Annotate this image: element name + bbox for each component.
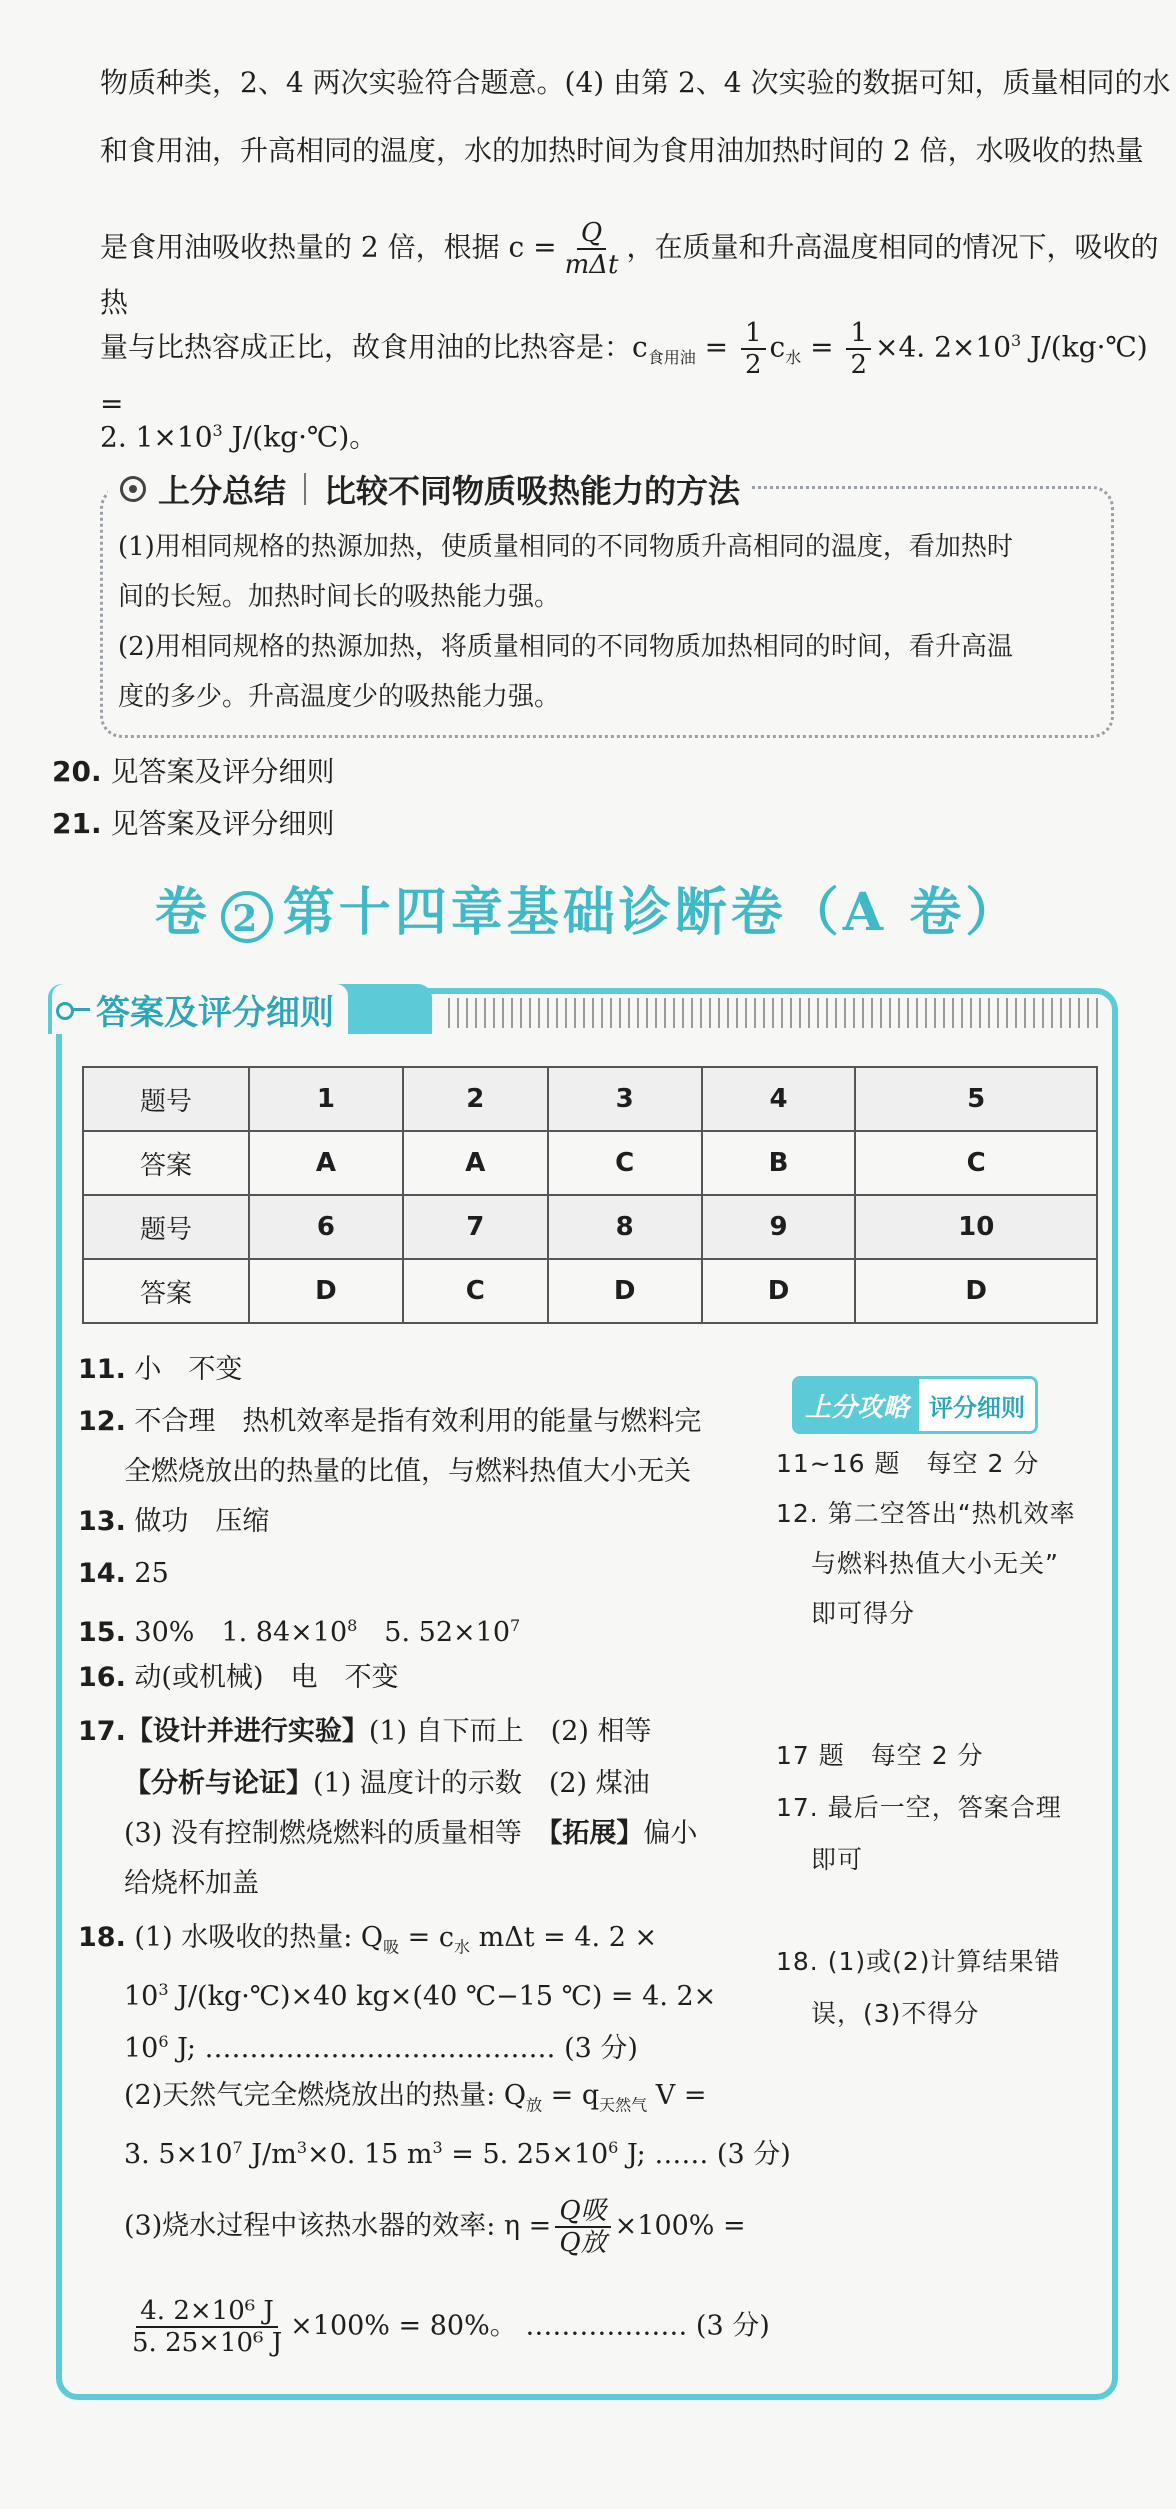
table-cell: A bbox=[249, 1131, 403, 1195]
a17-text-2: (1) 温度计的示数 (2) 煤油 bbox=[313, 1768, 650, 1799]
tip-line: 即可得分 bbox=[776, 1599, 915, 1628]
tip-line: 17. 最后一空，答案合理 bbox=[776, 1793, 1062, 1822]
intro-line-3-post: ，在质量和升高温度相同的情况下，吸收的热 bbox=[100, 230, 1159, 319]
table-cell: 4 bbox=[702, 1067, 856, 1131]
answer-17-line-3 bbox=[124, 1814, 697, 1854]
a18-l4c: V = bbox=[647, 2080, 707, 2111]
tip-line: 与燃料热值大小无关” bbox=[776, 1549, 1059, 1578]
section-title-pre: 卷 bbox=[154, 882, 211, 943]
table-cell: D bbox=[702, 1259, 856, 1323]
a13-text: 做功 压缩 bbox=[125, 1506, 270, 1537]
a16-text: 动(或机械) 电 不变 bbox=[125, 1662, 399, 1693]
a15-num: 15. bbox=[78, 1617, 126, 1648]
tip-line: 即可 bbox=[776, 1845, 863, 1874]
result-den: 5. 25×10⁶ J bbox=[132, 2328, 283, 2358]
line5-pre: 2. 1×10 bbox=[100, 420, 213, 454]
a18-num: 18. bbox=[78, 1922, 126, 1953]
half-num: 1 bbox=[741, 318, 766, 350]
answer-14 bbox=[78, 1554, 169, 1594]
summary-title bbox=[108, 464, 752, 514]
a18-l5c: ×0. 15 m bbox=[307, 2139, 433, 2170]
table-row bbox=[83, 1067, 1097, 1131]
a18-l1s2: 水 bbox=[454, 1937, 471, 1957]
table-cell: B bbox=[702, 1131, 856, 1195]
a18-l7b: ×100% = 80%。 ……………… (3 分) bbox=[290, 2310, 770, 2342]
answer-17-line-2 bbox=[124, 1764, 650, 1804]
line4-end: J/(kg·℃) = bbox=[100, 330, 1148, 421]
line5-sup: 3 bbox=[212, 421, 223, 440]
panel-tab-text: 答案及评分细则 bbox=[96, 992, 334, 1033]
a18-l3a: 10 bbox=[124, 2033, 159, 2064]
half-fraction-2 bbox=[846, 318, 871, 380]
tip-line: 18. (1)或(2)计算结果错 bbox=[776, 1947, 1061, 1976]
answer-11 bbox=[78, 1350, 242, 1390]
a18-l1s1: 吸 bbox=[383, 1937, 400, 1957]
table-cell: C bbox=[855, 1131, 1097, 1195]
row-label: 答案 bbox=[83, 1131, 249, 1195]
table-cell: 3 bbox=[548, 1067, 702, 1131]
a18-l4a: (2)天然气完全燃烧放出的热量: Q bbox=[124, 2080, 527, 2111]
a18-l1b: = c bbox=[399, 1922, 455, 1953]
result-fraction bbox=[128, 2296, 286, 2358]
a11-text: 小 不变 bbox=[125, 1354, 243, 1385]
q20-text: 见答案及评分细则 bbox=[101, 755, 335, 788]
intro-line-3 bbox=[100, 218, 1176, 326]
answer-12-cont: 全燃烧放出的热量的比值，与燃料热值大小无关 bbox=[124, 1456, 691, 1487]
tips-badge-right: 评分细则 bbox=[919, 1379, 1035, 1431]
table-cell: 9 bbox=[702, 1195, 856, 1259]
intro-line-4-pre: 量与比热容成正比，故食用油的比热容是：c bbox=[100, 330, 648, 364]
table-cell: 2 bbox=[403, 1067, 548, 1131]
q20-num: 20. bbox=[52, 755, 102, 788]
half-den-2: 2 bbox=[850, 350, 868, 380]
row-label: 题号 bbox=[83, 1067, 249, 1131]
key-icon bbox=[56, 1000, 90, 1018]
a15-sup1: 8 bbox=[347, 1616, 358, 1635]
a11-num: 11. bbox=[78, 1354, 126, 1385]
a18-l5s4: 6 bbox=[608, 2138, 619, 2157]
efficiency-fraction bbox=[555, 2196, 610, 2258]
a18-l3b: J; ………………………………… (3 分) bbox=[168, 2033, 638, 2064]
a18-l5a: 3. 5×10 bbox=[124, 2139, 233, 2170]
summary-title-text: 上分总结 bbox=[158, 472, 287, 510]
a18-l5d: = 5. 25×10 bbox=[442, 2139, 609, 2170]
fraction-numerator: Q bbox=[577, 218, 606, 250]
q21-text: 见答案及评分细则 bbox=[101, 807, 335, 840]
table-cell: 1 bbox=[249, 1067, 403, 1131]
tip-line: 12. 第二空答出“热机效率 bbox=[776, 1499, 1076, 1528]
a14-num: 14. bbox=[78, 1558, 126, 1589]
panel-tab-label bbox=[52, 984, 348, 1034]
table-cell: C bbox=[548, 1131, 702, 1195]
a13-num: 13. bbox=[78, 1506, 126, 1537]
section-title bbox=[0, 870, 1176, 945]
table-row bbox=[83, 1131, 1097, 1195]
answer-18-line-7 bbox=[124, 2296, 770, 2358]
target-icon bbox=[120, 476, 146, 502]
line5-end: J/(kg·℃)。 bbox=[222, 420, 378, 454]
answer-18-line-1 bbox=[78, 1918, 657, 1967]
a18-l2s: 3 bbox=[158, 1980, 169, 1999]
a18-l4s2: 天然气 bbox=[599, 2095, 648, 2115]
fraction-denominator: mΔt bbox=[564, 250, 619, 280]
table-cell: 6 bbox=[249, 1195, 403, 1259]
result-num: 4. 2×10⁶ J bbox=[136, 2296, 278, 2328]
eff-num: Q吸 bbox=[555, 2196, 610, 2228]
table-row bbox=[83, 1259, 1097, 1323]
a18-l5b: J/m bbox=[242, 2139, 297, 2170]
question-20 bbox=[52, 752, 335, 792]
a18-l4s1: 放 bbox=[526, 2095, 543, 2115]
a18-l3s: 6 bbox=[158, 2032, 169, 2051]
table-cell: D bbox=[249, 1259, 403, 1323]
title-divider bbox=[304, 473, 306, 505]
tip-line: 误，(3)不得分 bbox=[776, 1999, 980, 2028]
answer-18-line-4 bbox=[124, 2076, 706, 2125]
row-label: 答案 bbox=[83, 1259, 249, 1323]
summary-line-4: 度的多少。升高温度少的吸热能力强。 bbox=[118, 682, 561, 712]
answer-16 bbox=[78, 1658, 399, 1698]
answer-12 bbox=[78, 1402, 701, 1442]
answer-13 bbox=[78, 1502, 269, 1542]
table-cell: A bbox=[403, 1131, 548, 1195]
eq2: = bbox=[801, 330, 843, 364]
intro-line-5 bbox=[100, 408, 377, 460]
a18-l1a: (1) 水吸收的热量: Q bbox=[125, 1922, 384, 1953]
a18-l2a: 10 bbox=[124, 1981, 159, 2012]
a18-l4b: = q bbox=[542, 2080, 600, 2111]
question-21 bbox=[52, 804, 335, 844]
a18-l6b: ×100% = bbox=[614, 2210, 746, 2242]
circled-number: 2 bbox=[221, 891, 273, 943]
a17-bracket-3: 【拓展】 bbox=[548, 1818, 644, 1849]
summary-line-2: 间的长短。加热时间长的吸热能力强。 bbox=[118, 582, 561, 612]
a18-l1c: mΔt = 4. 2 × bbox=[470, 1922, 658, 1953]
tip-line: 11~16 题 每空 2 分 bbox=[776, 1449, 1040, 1478]
q21-num: 21. bbox=[52, 807, 102, 840]
row-label: 题号 bbox=[83, 1195, 249, 1259]
tip-line: 17 题 每空 2 分 bbox=[776, 1741, 984, 1770]
summary-subtitle: 比较不同物质吸热能力的方法 bbox=[324, 472, 741, 510]
a15-sup2: 7 bbox=[510, 1616, 521, 1635]
table-cell: D bbox=[855, 1259, 1097, 1323]
a14-text: 25 bbox=[125, 1558, 169, 1589]
answer-17 bbox=[78, 1712, 652, 1752]
answer-17-line-4: 给烧杯加盖 bbox=[124, 1868, 259, 1899]
table-cell: 8 bbox=[548, 1195, 702, 1259]
answer-table bbox=[82, 1066, 1098, 1324]
a17-num: 17. bbox=[78, 1716, 126, 1747]
formula-fraction bbox=[561, 218, 623, 280]
a16-num: 16. bbox=[78, 1662, 126, 1693]
eff-den: Q放 bbox=[559, 2228, 607, 2258]
half-fraction bbox=[741, 318, 766, 380]
summary-line-1: (1)用相同规格的热源加热，使质量相同的不同物质升高相同的温度，看加热时 bbox=[118, 532, 1013, 562]
intro-line-3-pre: 是食用油吸收热量的 2 倍，根据 c = bbox=[100, 230, 557, 264]
hatch-decoration bbox=[448, 998, 1098, 1028]
sub-water: 水 bbox=[785, 348, 802, 368]
a17-bracket-2: 【分析与论证】 bbox=[124, 1768, 313, 1799]
a18-l5s2: 3 bbox=[296, 2138, 307, 2157]
section-title-post: 第十四章基础诊断卷（A 卷） bbox=[282, 882, 1022, 943]
line4-post: ×4. 2×10 bbox=[875, 330, 1012, 364]
table-row bbox=[83, 1195, 1097, 1259]
a17-text-1: (1) 自下而上 (2) 相等 bbox=[368, 1716, 652, 1747]
a18-l5s1: 7 bbox=[232, 2138, 243, 2157]
intro-line-1: 物质种类，2、4 两次实验符合题意。(4) 由第 2、4 次实验的数据可知，质量相同的水 bbox=[100, 66, 1171, 99]
intro-line-2: 和食用油，升高相同的温度，水的加热时间为食用油加热时间的 2 倍，水吸收的热量 bbox=[100, 134, 1144, 167]
tips-badge bbox=[792, 1376, 1038, 1434]
answer-15 bbox=[78, 1606, 520, 1653]
table-cell: 5 bbox=[855, 1067, 1097, 1131]
a18-l2b: J/(kg·℃)×40 kg×(40 ℃−15 ℃) = 4. 2× bbox=[168, 1981, 717, 2012]
answer-18-line-5 bbox=[124, 2128, 791, 2175]
c: c bbox=[769, 330, 786, 364]
a18-l6a: (3)烧水过程中该热水器的效率: η = bbox=[124, 2210, 552, 2242]
table-cell: 7 bbox=[403, 1195, 548, 1259]
half-num-2: 1 bbox=[846, 318, 871, 350]
a17-text-3b: 偏小 bbox=[643, 1818, 698, 1849]
a12-text: 不合理 热机效率是指有效利用的能量与燃料完 bbox=[125, 1406, 702, 1437]
a12-num: 12. bbox=[78, 1406, 126, 1437]
answer-18-line-6 bbox=[124, 2196, 746, 2258]
eq: = bbox=[695, 330, 737, 364]
a18-l5e: J; …… (3 分) bbox=[618, 2139, 791, 2170]
a17-bracket-1: 【设计并进行实验】 bbox=[125, 1716, 369, 1747]
sub-oil: 食用油 bbox=[647, 348, 696, 368]
summary-line-3: (2)用相同规格的热源加热，将质量相同的不同物质加热相同的时间，看升高温 bbox=[118, 632, 1013, 662]
a15-b: 5. 52×10 bbox=[357, 1617, 510, 1648]
table-cell: C bbox=[403, 1259, 548, 1323]
table-cell: 10 bbox=[855, 1195, 1097, 1259]
a17-text-3: (3) 没有控制燃烧燃料的质量相等 bbox=[124, 1818, 549, 1849]
sup-3: 3 bbox=[1011, 331, 1022, 351]
a18-l5s3: 3 bbox=[432, 2138, 443, 2157]
tips-badge-left: 上分攻略 bbox=[795, 1379, 919, 1431]
answer-18-line-2 bbox=[124, 1970, 716, 2017]
answer-18-line-3 bbox=[124, 2022, 638, 2069]
table-cell: D bbox=[548, 1259, 702, 1323]
a15-a: 30% 1. 84×10 bbox=[125, 1617, 348, 1648]
half-den: 2 bbox=[744, 350, 762, 380]
